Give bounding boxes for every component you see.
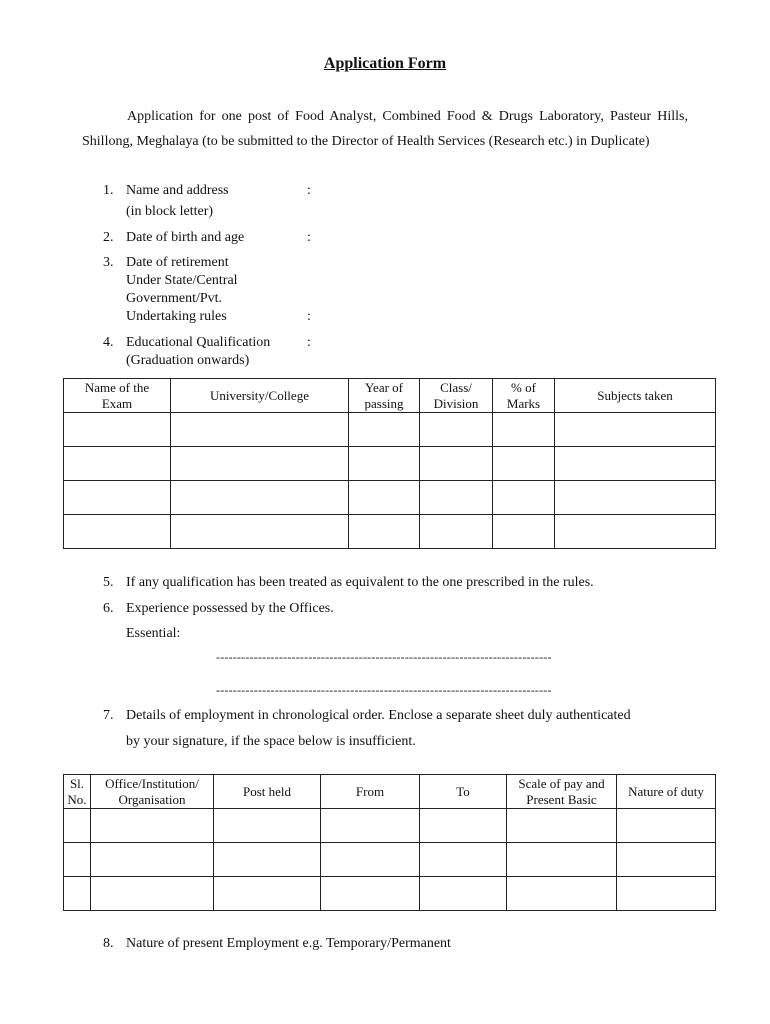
item-number: 3.: [103, 255, 114, 270]
form-intro: Application for one post of Food Analyst, Combined Food & Drugs Laboratory, Pasteur Hills, Shillong, Meghalaya (to be submitted to the Director of Health Services (Research etc.) in Duplicate): [82, 109, 688, 149]
table-cell[interactable]: [91, 877, 214, 911]
table-cell[interactable]: [64, 413, 171, 447]
field-colon: :: [307, 309, 311, 324]
table-cell[interactable]: [349, 515, 420, 549]
dashed-answer-line[interactable]: --------------------------------------------------------------------------------: [216, 650, 552, 664]
item-label: Date of retirement: [126, 255, 229, 270]
item-label-sub: by your signature, if the space below is insufficient.: [126, 734, 416, 749]
table-cell[interactable]: [555, 447, 716, 481]
table-cell[interactable]: [420, 809, 507, 843]
table-row: [64, 809, 716, 843]
table-cell[interactable]: [91, 809, 214, 843]
dashed-answer-line[interactable]: --------------------------------------------------------------------------------: [216, 683, 552, 697]
col-nature-of-duty: Nature of duty: [617, 775, 716, 809]
table-cell[interactable]: [64, 481, 171, 515]
header-line: Year of: [364, 379, 404, 395]
table-row: [64, 515, 716, 549]
item-label-sub: (in block letter): [126, 204, 214, 219]
item-label: If any qualification has been treated as equivalent to the one prescribed in the rules.: [126, 575, 594, 590]
header-line: Exam: [101, 395, 133, 411]
table-cell[interactable]: [64, 877, 91, 911]
table-header-row: [64, 379, 716, 413]
item-label-sub: Essential:: [126, 626, 181, 641]
header-line: No.: [67, 791, 87, 807]
header-line: % of: [511, 379, 536, 395]
table-cell[interactable]: [507, 809, 617, 843]
table-cell[interactable]: [321, 877, 420, 911]
item-label-sub: Undertaking rules: [126, 309, 227, 324]
col-class: [420, 379, 493, 413]
col-to: To: [420, 775, 507, 809]
table-cell[interactable]: [493, 413, 555, 447]
item-number: 8.: [103, 936, 114, 951]
table-cell[interactable]: [507, 877, 617, 911]
table-cell[interactable]: [555, 515, 716, 549]
form-title: Application Form: [323, 55, 447, 72]
item-number: 1.: [103, 183, 114, 198]
table-cell[interactable]: [321, 809, 420, 843]
table-cell[interactable]: [420, 843, 507, 877]
item-label-sub: Under State/Central: [126, 273, 238, 288]
table-cell[interactable]: [171, 413, 349, 447]
table-cell[interactable]: [349, 447, 420, 481]
field-colon: :: [307, 335, 311, 350]
field-colon: :: [307, 183, 311, 198]
header-line: passing: [364, 395, 404, 411]
table-cell[interactable]: [420, 481, 493, 515]
table-cell[interactable]: [493, 447, 555, 481]
table-cell[interactable]: [214, 809, 321, 843]
item-number: 6.: [103, 601, 114, 616]
table-cell[interactable]: [617, 843, 716, 877]
table-cell[interactable]: [64, 447, 171, 481]
item-label: Name and address: [126, 183, 229, 198]
table-cell[interactable]: [493, 515, 555, 549]
header-line: Organisation: [118, 791, 186, 807]
header-line: Marks: [506, 395, 541, 411]
table-row: [64, 413, 716, 447]
table-cell[interactable]: [493, 481, 555, 515]
table-cell[interactable]: [420, 447, 493, 481]
table-cell[interactable]: [64, 515, 171, 549]
item-label-sub: (Graduation onwards): [126, 353, 250, 368]
table-header-row: [64, 775, 716, 809]
header-line: Present Basic: [526, 791, 597, 807]
table-cell[interactable]: [214, 843, 321, 877]
item-label: Date of birth and age: [126, 230, 245, 245]
header-line: Division: [433, 395, 479, 411]
table-cell[interactable]: [617, 809, 716, 843]
header-line: Scale of pay and: [518, 775, 605, 791]
col-from: From: [321, 775, 420, 809]
col-exam: [64, 379, 171, 413]
item-label: Educational Qualification: [126, 335, 271, 350]
table-cell[interactable]: [64, 843, 91, 877]
table-cell[interactable]: [171, 447, 349, 481]
header-line: Office/Institution/: [105, 775, 199, 791]
item-label-sub: Government/Pvt.: [126, 291, 223, 306]
table-cell[interactable]: [555, 481, 716, 515]
table-cell[interactable]: [617, 877, 716, 911]
item-number: 7.: [103, 708, 114, 723]
table-cell[interactable]: [64, 809, 91, 843]
table-cell[interactable]: [420, 877, 507, 911]
table-cell[interactable]: [555, 413, 716, 447]
qualification-table: [63, 378, 716, 549]
table-cell[interactable]: [321, 843, 420, 877]
table-cell[interactable]: [420, 515, 493, 549]
table-row: [64, 877, 716, 911]
item-number: 5.: [103, 575, 114, 590]
header-line: Sl.: [69, 775, 85, 791]
table-row: [64, 447, 716, 481]
table-cell[interactable]: [214, 877, 321, 911]
table-cell[interactable]: [91, 843, 214, 877]
table-row: [64, 843, 716, 877]
employment-table: [63, 774, 716, 911]
col-university: University/College: [171, 379, 349, 413]
table-cell[interactable]: [171, 515, 349, 549]
header-line: Name of the: [84, 379, 150, 395]
table-cell[interactable]: [171, 481, 349, 515]
table-cell[interactable]: [349, 481, 420, 515]
item-number: 4.: [103, 335, 114, 350]
table-cell[interactable]: [349, 413, 420, 447]
header-line: Class/: [440, 379, 472, 395]
col-office: [91, 775, 214, 809]
item-label: Details of employment in chronological order. Enclose a separate sheet duly authenticated: [126, 708, 631, 723]
col-marks: [493, 379, 555, 413]
col-year: [349, 379, 420, 413]
item-label: Nature of present Employment e.g. Temporary/Permanent: [126, 936, 451, 951]
table-row: [64, 481, 716, 515]
col-sl-no: [64, 775, 91, 809]
item-number: 2.: [103, 230, 114, 245]
col-subjects: Subjects taken: [555, 379, 716, 413]
table-cell[interactable]: [420, 413, 493, 447]
col-post-held: Post held: [214, 775, 321, 809]
col-scale-of-pay: [507, 775, 617, 809]
item-label: Experience possessed by the Offices.: [126, 601, 334, 616]
table-cell[interactable]: [507, 843, 617, 877]
field-colon: :: [307, 230, 311, 245]
